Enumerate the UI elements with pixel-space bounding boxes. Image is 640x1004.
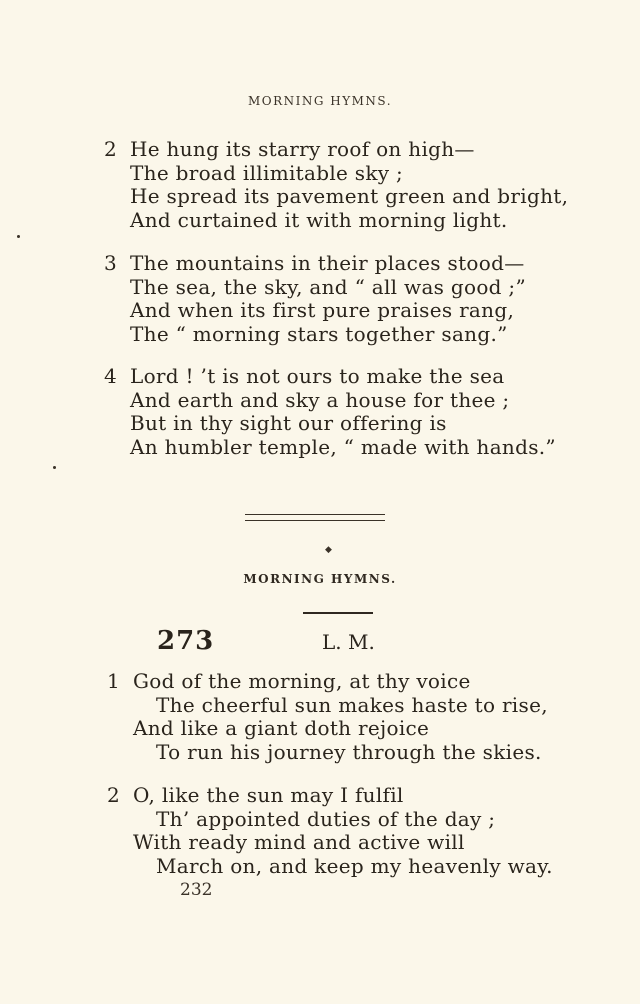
hymn-meter: L. M. — [322, 630, 375, 654]
verse-line: Lord ! ’t is not ours to make the sea — [130, 364, 505, 388]
verse-line: With ready mind and active will — [133, 830, 465, 854]
verse-line: And like a giant doth rejoice — [133, 716, 430, 740]
ornament-icon: ◆ — [325, 545, 332, 555]
ink-speck — [17, 235, 20, 238]
stanza-1-bottom — [107, 669, 548, 764]
verse-line: And when its first pure praises rang, — [130, 298, 515, 322]
ink-speck — [53, 466, 56, 469]
verse-line: An humbler temple, “ made with hands.” — [130, 434, 556, 459]
stanza-2-top — [104, 137, 569, 232]
page-number: 232 — [180, 880, 213, 900]
verse-line: But in thy sight our offering is — [130, 411, 447, 435]
verse-line: The cheerful sun makes haste to rise, — [156, 692, 548, 717]
hymn-number: 273 — [157, 626, 215, 656]
verse-line: And earth and sky a house for thee ; — [130, 387, 510, 412]
verse-line: He hung its starry roof on high— — [130, 137, 475, 161]
verse-line: He spread its pavement green and bright, — [130, 184, 569, 208]
verse-line: To run his journey through the skies. — [156, 739, 542, 764]
stanza-number: 3 — [104, 251, 118, 275]
running-head: MORNING HYMNS. — [247, 94, 393, 108]
verse-line: The sea, the sky, and “ all was good ;” — [130, 274, 526, 299]
verse-line: The mountains in their places stood— — [130, 251, 525, 275]
double-rule-bottom — [245, 520, 385, 521]
stanza-3-top — [104, 251, 526, 346]
verse-line: And curtained it with morning light. — [130, 207, 508, 232]
verse-line: March on, and keep my heavenly way. — [156, 853, 553, 878]
verse-line: Th’ appointed duties of the day ; — [156, 806, 496, 831]
verse-line: God of the morning, at thy voice — [133, 669, 471, 693]
section-title: MORNING HYMNS. — [243, 572, 397, 586]
verse-line: The “ morning stars together sang.” — [130, 321, 508, 346]
stanza-number: 1 — [107, 669, 121, 693]
stanza-2-bottom — [107, 783, 553, 878]
stanza-number: 2 — [104, 137, 118, 161]
stanza-number: 4 — [104, 364, 118, 388]
verse-line: The broad illimitable sky ; — [130, 160, 404, 185]
verse-line: O, like the sun may I fulfil — [133, 783, 404, 807]
stanza-number: 2 — [107, 783, 121, 807]
title-rule — [303, 612, 373, 614]
stanza-4-top — [104, 364, 556, 459]
double-rule-top — [245, 514, 385, 515]
